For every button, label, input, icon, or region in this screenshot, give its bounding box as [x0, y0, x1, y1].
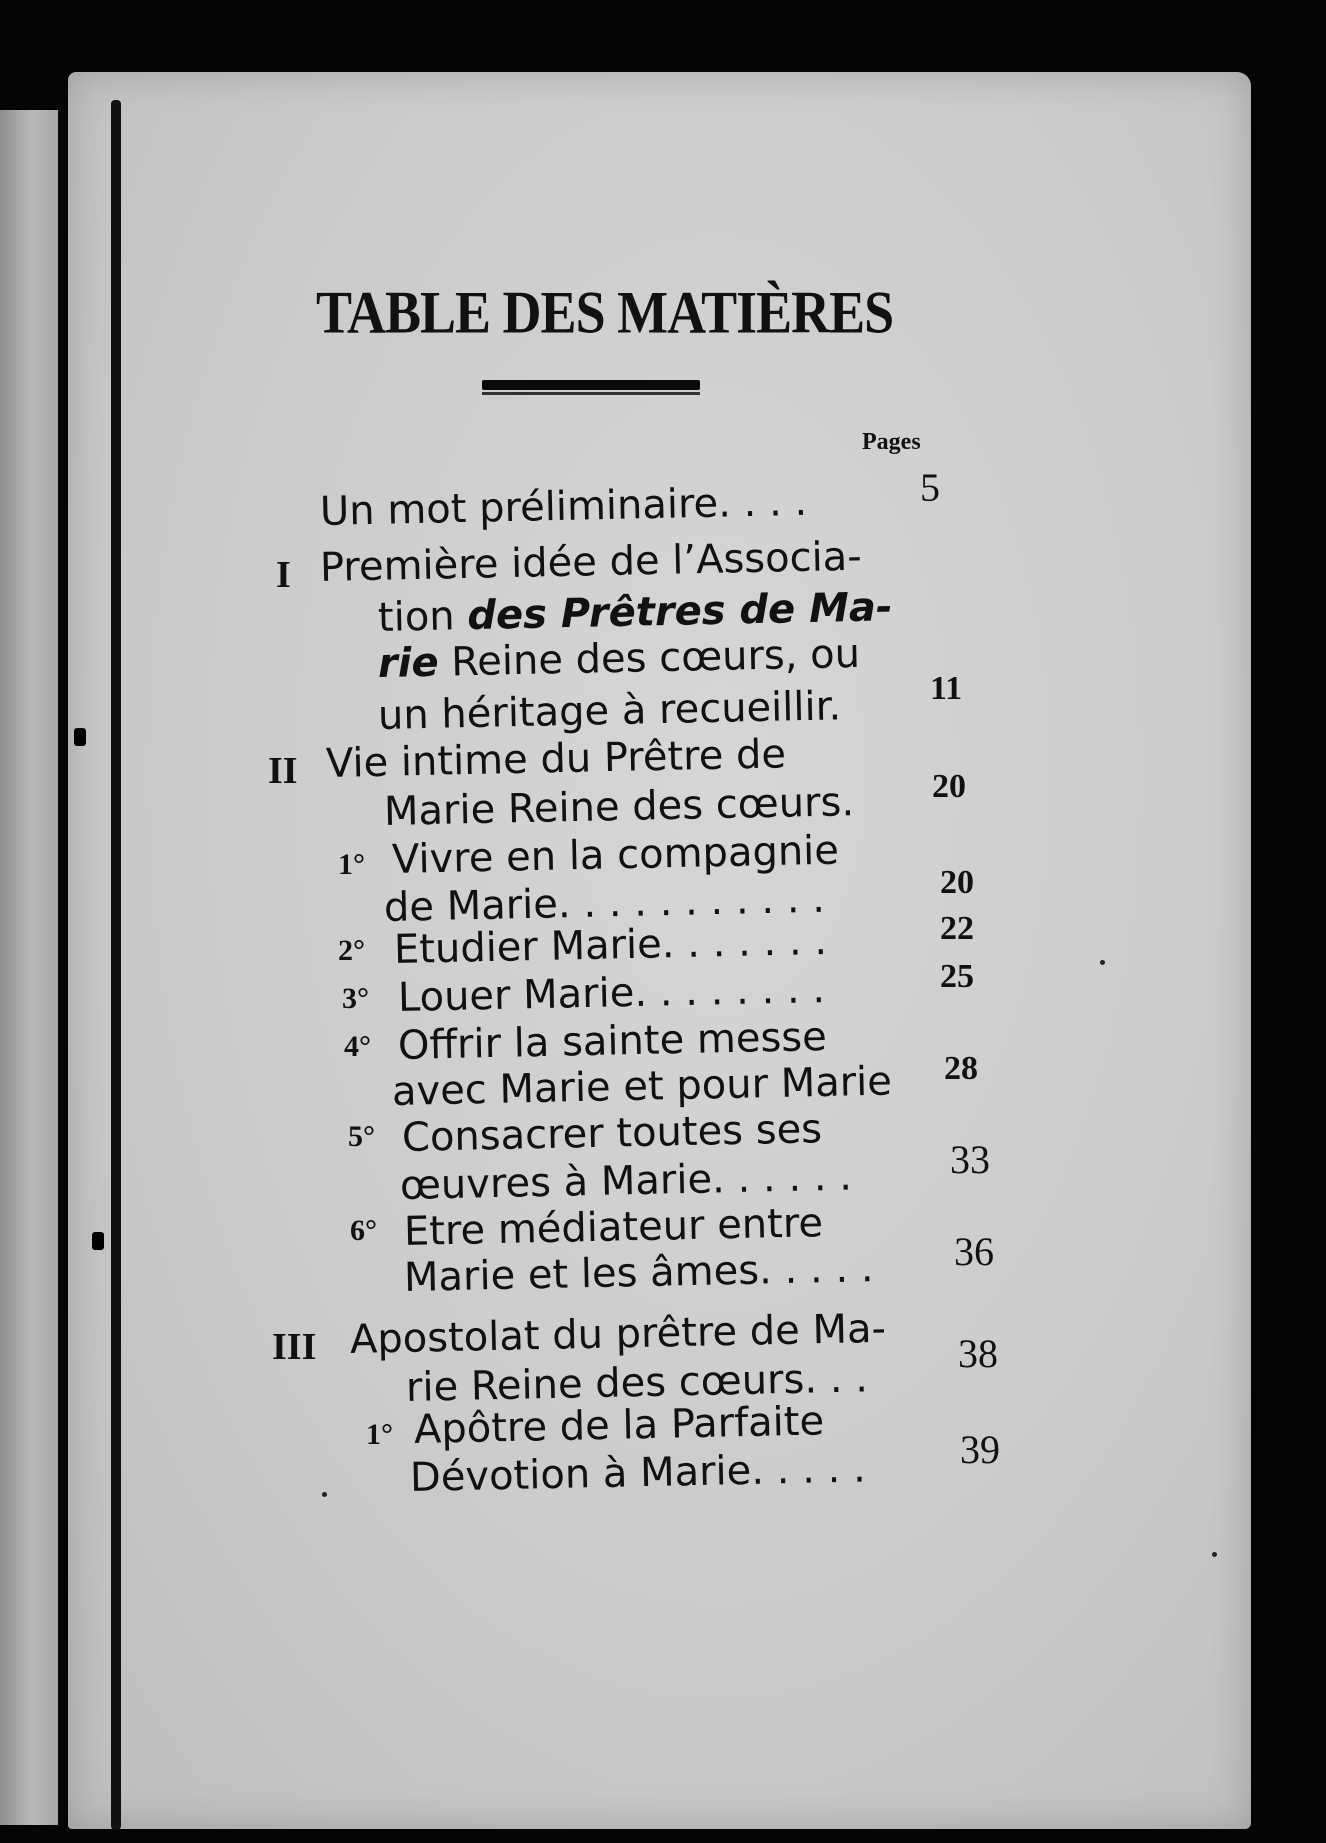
toc-page-number: 22: [940, 910, 974, 947]
toc-page-number: 11: [930, 670, 963, 707]
toc-entry-text: Apostolat du prêtre de Ma-: [349, 1305, 887, 1363]
toc-entry-segment: tion: [377, 593, 468, 641]
toc-entry-text: rie Reine des cœurs. . .: [405, 1355, 869, 1411]
toc-entry-text: Vivre en la compagnie: [391, 827, 840, 883]
pages-header: Pages: [862, 429, 921, 455]
toc-entry-segment-italic: rie: [377, 639, 440, 687]
toc-entry-text: Première idée de l’Associa-: [319, 533, 863, 591]
toc-section-number: 3°: [342, 982, 369, 1015]
toc-entry-text: Marie et les âmes. . . . .: [403, 1245, 874, 1301]
toc-entry-segment-italic: des Prêtres de Ma-: [466, 584, 893, 640]
toc-section-number: 1°: [338, 848, 365, 881]
toc-entry-text: Apôtre de la Parfaite: [413, 1398, 825, 1453]
toc-entry-text: Marie Reine des cœurs.: [383, 779, 855, 835]
toc-entry-text: œuvres à Marie. . . . . .: [399, 1153, 853, 1209]
title-rule: [482, 380, 700, 390]
toc-entry-text: de Marie. . . . . . . . . . .: [383, 875, 826, 931]
toc-section-number: II: [268, 750, 298, 792]
toc-page-number: 25: [940, 958, 974, 995]
binding-mark: [74, 728, 86, 746]
page-binding: [111, 100, 121, 1830]
toc-page-number: 38: [958, 1331, 998, 1376]
toc-page-number: 20: [940, 864, 974, 901]
facing-page-edge: [0, 110, 58, 1825]
paper-speck: [1212, 1552, 1217, 1557]
paper-speck: [1100, 960, 1105, 965]
toc-entry-text: [377, 584, 893, 641]
toc-entry-text: Un mot préliminaire. . . .: [319, 478, 808, 535]
toc-page-number: 28: [944, 1050, 978, 1087]
toc-entry-text: Offrir la sainte messe: [397, 1014, 828, 1069]
toc-section-number: 2°: [338, 934, 365, 967]
toc-page-number: 36: [954, 1229, 994, 1274]
toc-entry-text: Dévotion à Marie. . . . .: [409, 1445, 867, 1501]
toc-entry-text: Etre médiateur entre: [403, 1200, 824, 1255]
toc-section-number: 1°: [366, 1418, 393, 1451]
toc-page-number: 20: [932, 768, 966, 805]
toc-entry-text: [377, 630, 861, 687]
paper-speck: [322, 1492, 327, 1497]
toc-section-number: III: [272, 1326, 317, 1368]
toc-section-number: 6°: [350, 1214, 377, 1247]
toc-section-number: 4°: [344, 1030, 371, 1063]
toc-entry-text: un héritage à recueillir.: [377, 683, 842, 739]
page-title: TABLE DES MATIÈRES: [316, 278, 894, 346]
toc-entry-text: Consacrer toutes ses: [401, 1106, 823, 1161]
toc-entry-text: avec Marie et pour Marie: [391, 1058, 893, 1115]
toc-page-number: 39: [960, 1427, 1000, 1472]
toc-page-number: 33: [950, 1137, 990, 1182]
toc-entry-text: Vie intime du Prêtre de: [325, 731, 787, 787]
toc-section-number: I: [276, 554, 291, 596]
toc-entry-text: Louer Marie. . . . . . . .: [397, 966, 826, 1021]
toc-entry-text: Etudier Marie. . . . . . .: [393, 917, 828, 973]
binding-mark: [92, 1232, 104, 1250]
title-rule-shadow: [482, 392, 700, 395]
toc-page-number: 5: [920, 465, 940, 510]
toc-section-number: 5°: [348, 1120, 375, 1153]
toc-entry-segment: Reine des cœurs, ou: [438, 630, 861, 686]
